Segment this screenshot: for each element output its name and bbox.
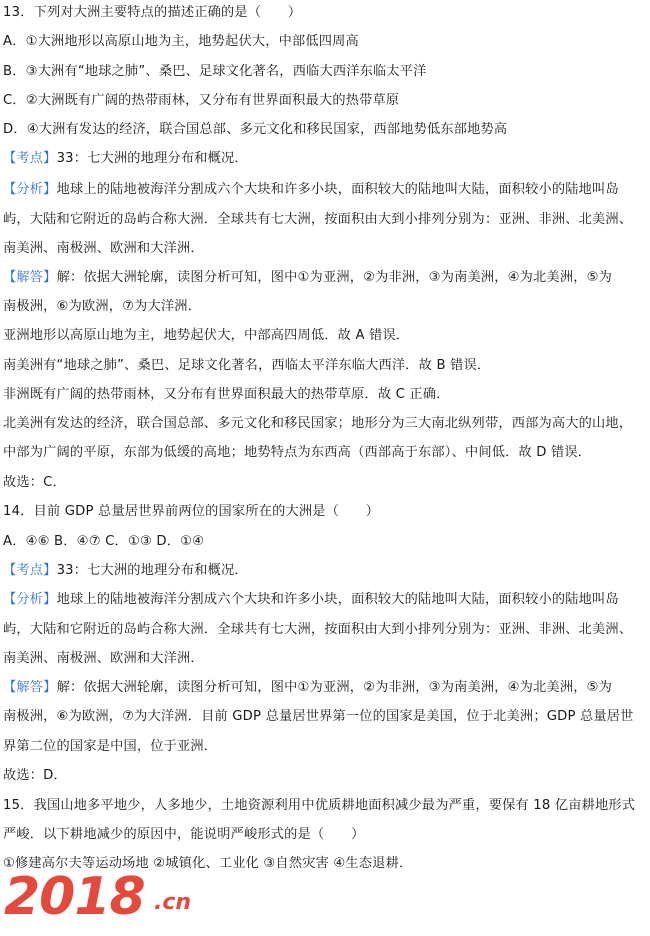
document-line [3, 503, 648, 521]
line-text: 故选：C． [3, 475, 66, 490]
document-line [3, 650, 648, 668]
section-tag-label: 【考点】 [3, 563, 57, 578]
document-line [3, 92, 648, 110]
document-line [3, 591, 648, 609]
watermark-text-sub: .cn [154, 890, 192, 915]
document-line [3, 181, 648, 199]
line-text: 南美洲、南极洲、欧洲和大洋洲． [3, 651, 204, 666]
line-text: 南美洲有“地球之肺”、桑巴、足球文化著名，西临太平洋东临大西洋．故 B 错误． [3, 358, 491, 373]
line-text: ①修建高尔夫等运动场地 ②城镇化、工业化 ③自然灾害 ④生态退耕． [3, 856, 413, 871]
line-text: 严峻．以下耕地减少的原因中，能说明严峻形式的是（ ） [3, 827, 365, 842]
line-text: 南美洲、南极洲、欧洲和大洋洲． [3, 241, 204, 256]
line-text: 14．目前 GDP 总量居世界前两位的国家所在的大洲是（ ） [3, 504, 380, 519]
section-tag-label: 【解答】 [3, 680, 57, 695]
section-tag-label: 【解答】 [3, 270, 57, 285]
document-line [3, 269, 648, 287]
line-text: 13．下列对大洲主要特点的描述正确的是（ ） [3, 5, 302, 20]
line-text: 非洲既有广阔的热带雨林，又分布有世界面积最大的热带草原．故 C 正确． [3, 387, 450, 402]
document-line [3, 33, 648, 51]
document-line [3, 708, 648, 726]
line-text: 南极洲，⑥为欧洲，⑦为大洋洲． [3, 299, 202, 314]
line-text: 屿，大陆和它附近的岛屿合称大洲．全球共有七大洲，按面积由大到小排列分别为：亚洲、非洲、北美洲、 [3, 622, 633, 637]
document-line [3, 767, 648, 785]
document-line [3, 327, 648, 345]
section-tag-label: 【分析】 [3, 182, 57, 197]
section-tag-label: 【分析】 [3, 592, 57, 607]
document-line [3, 4, 648, 22]
document-line [3, 562, 648, 580]
document-line [3, 533, 648, 551]
document-line [3, 211, 648, 229]
section-tag-label: 【考点】 [3, 151, 57, 166]
line-text: 解：依据大洲轮廓，读图分析可知，图中①为亚洲，②为非洲，③为南美洲，④为北美洲，⑤为 [56, 270, 613, 285]
document-line [3, 826, 648, 844]
line-text: A．①大洲地形以高原山地为主，地势起伏大，中部低四周高 [3, 34, 359, 49]
line-text: B．③大洲有“地球之肺”、桑巴、足球文化著名，西临大西洋东临太平洋 [3, 64, 427, 79]
line-text: 屿，大陆和它附近的岛屿合称大洲．全球共有七大洲，按面积由大到小排列分别为：亚洲、非洲、北美洲、 [3, 212, 633, 227]
line-text: 33：七大洲的地理分布和概况． [56, 151, 248, 166]
document-line [3, 738, 648, 756]
line-text: D．④大洲有发达的经济，联合国总部、多元文化和移民国家，西部地势低东部地势高 [3, 122, 508, 137]
line-text: 地球上的陆地被海洋分割成六个大块和许多小块，面积较大的陆地叫大陆，面积较小的陆地叫岛 [56, 182, 619, 197]
line-text: A．④⑥ B．④⑦ C．①③ D．①④ [3, 534, 205, 549]
line-text: 界第二位的国家是中国，位于亚洲． [3, 739, 218, 754]
document-line [3, 621, 648, 639]
line-text: 15．我国山地多平地少，人多地少，土地资源利用中优质耕地面积减少最为严重，要保有 18 亿亩耕地形式 [3, 798, 636, 813]
document-line [3, 121, 648, 139]
line-text: 地球上的陆地被海洋分割成六个大块和许多小块，面积较大的陆地叫大陆，面积较小的陆地叫岛 [56, 592, 619, 607]
line-text: 故选：D． [3, 768, 67, 783]
document-line [3, 240, 648, 258]
line-text: 中部为广阔的平原，东部为低缓的高地；地势特点为东西高（西部高于东部）、中间低．故 D 错误． [3, 445, 592, 460]
line-text: 南极洲，⑥为欧洲，⑦为大洋洲．目前 GDP 总量居世界第一位的国家是美国，位于北美洲；GDP 总量居世 [3, 709, 634, 724]
line-text: C．②大洲既有广阔的热带雨林，又分布有世界面积最大的热带草原 [3, 93, 400, 108]
line-text: 解：依据大洲轮廓，读图分析可知，图中①为亚洲，②为非洲，③为南美洲，④为北美洲，⑤为 [56, 680, 613, 695]
document-line [3, 298, 648, 316]
document-line [3, 415, 648, 433]
watermark-text-main: 2018 [4, 867, 145, 927]
document-line [3, 679, 648, 697]
line-text: 亚洲地形以高原山地为主，地势起伏大，中部高四周低．故 A 错误． [3, 328, 410, 343]
document-line [3, 444, 648, 462]
document-line [3, 474, 648, 492]
document-line [3, 63, 648, 81]
line-text: 北美洲有发达的经济，联合国总部、多元文化和移民国家；地形分为三大南北纵列带，西部为高大的山地， [3, 416, 633, 431]
document-line [3, 386, 648, 404]
line-text: 33：七大洲的地理分布和概况． [56, 563, 248, 578]
document-line [3, 855, 648, 873]
document-line [3, 357, 648, 375]
document-line [3, 150, 648, 168]
document-line [3, 797, 648, 815]
